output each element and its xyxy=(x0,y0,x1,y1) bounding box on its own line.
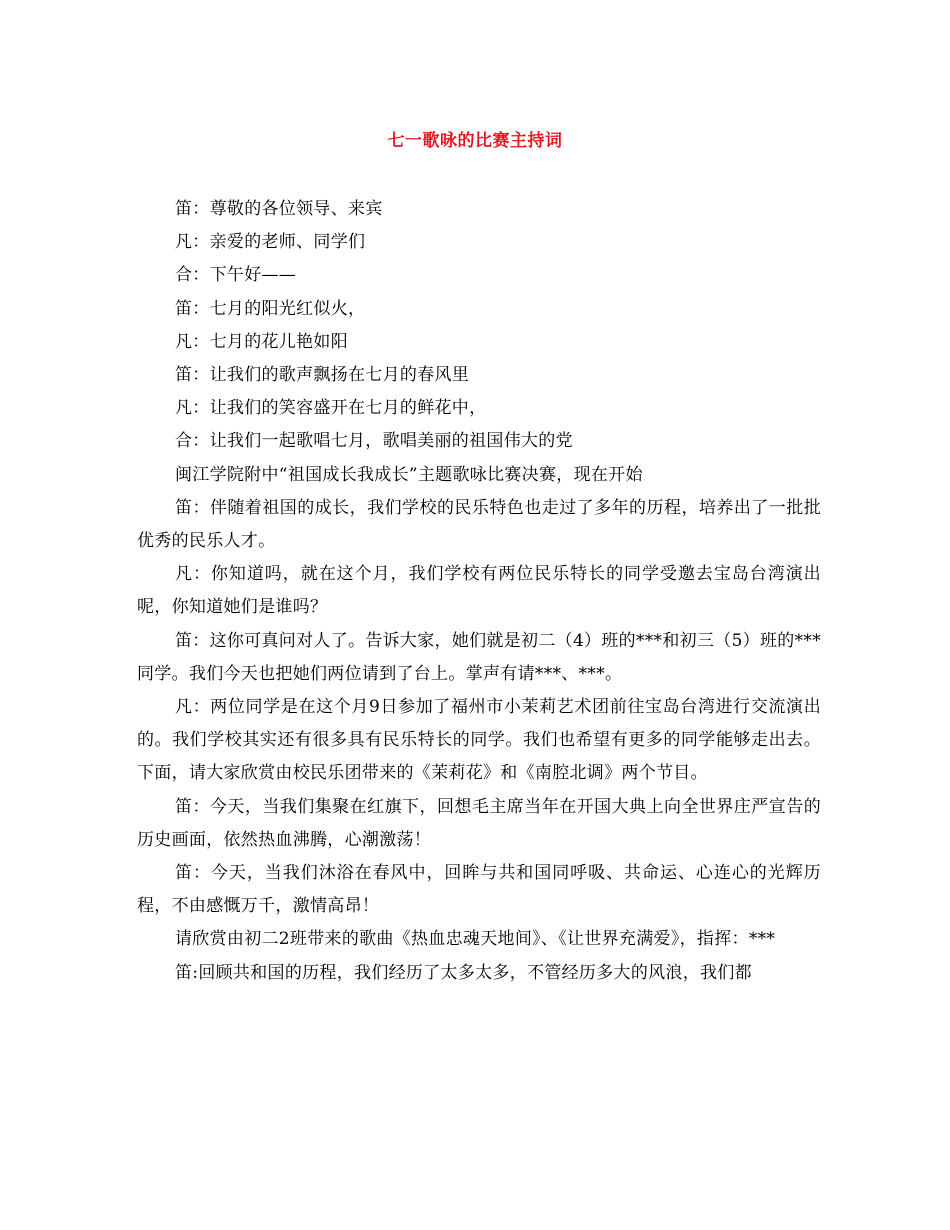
paragraph: 笛：让我们的歌声飘扬在七月的春风里 xyxy=(175,365,470,386)
paragraph: 合：下午好—— xyxy=(175,265,297,286)
paragraph: 笛：伴随着祖国的成长，我们学校的民乐特色也走过了多年的历程，培养出了一批批优秀的民乐人才。 xyxy=(137,497,821,552)
paragraph: 笛:回顾共和国的历程，我们经历了太多太多，不管经历多大的风浪，我们都 xyxy=(175,962,752,983)
paragraph: 闽江学院附中“祖国成长我成长”主题歌咏比赛决赛，现在开始 xyxy=(175,464,643,485)
paragraph: 笛：今天，当我们沐浴在春风中，回眸与共和国同呼吸、共命运、心连心的光辉历程，不由感慨万千，激情高昂！ xyxy=(137,863,821,917)
paragraph: 凡：让我们的笑容盛开在七月的鲜花中， xyxy=(175,398,487,419)
paragraph: 笛：七月的阳光红似火， xyxy=(175,298,366,319)
paragraph: 笛：这你可真问对人了。告诉大家，她们就是初二（4）班的***和初三（5）班的***同学。我们今天也把她们两位请到了台上。掌声有请***、***。 xyxy=(137,630,821,684)
paragraph: 凡：两位同学是在这个月9日参加了福州市小茉莉艺术团前往宝岛台湾进行交流演出的。我们学校其实还有很多具有民乐特长的同学。我们也希望有更多的同学能够走出去。下面，请大家欣赏由校民乐团带来的《茉莉花》和《南腔北调》两个节目。 xyxy=(137,697,821,784)
paragraph: 凡：七月的花儿艳如阳 xyxy=(175,331,348,352)
paragraph: 请欣赏由初二2班带来的歌曲《热血忠魂天地间》、《让世界充满爱》，指挥：*** xyxy=(175,929,776,950)
document-body xyxy=(137,193,821,990)
paragraph: 凡：亲爱的老师、同学们 xyxy=(175,232,366,253)
paragraph: 凡：你知道吗，就在这个月，我们学校有两位民乐特长的同学受邀去宝岛台湾演出呢，你知道她们是谁吗？ xyxy=(137,564,821,618)
document-title: 七一歌咏的比赛主持词 xyxy=(387,131,563,151)
paragraph: 合：让我们一起歌唱七月，歌唱美丽的祖国伟大的党 xyxy=(175,431,573,452)
paragraph: 笛：尊敬的各位领导、来宾 xyxy=(175,199,383,219)
paragraph: 笛：今天，当我们集聚在红旗下，回想毛主席当年在开国大典上向全世界庄严宣告的历史画面，依然热血沸腾，心潮激荡！ xyxy=(137,796,821,850)
